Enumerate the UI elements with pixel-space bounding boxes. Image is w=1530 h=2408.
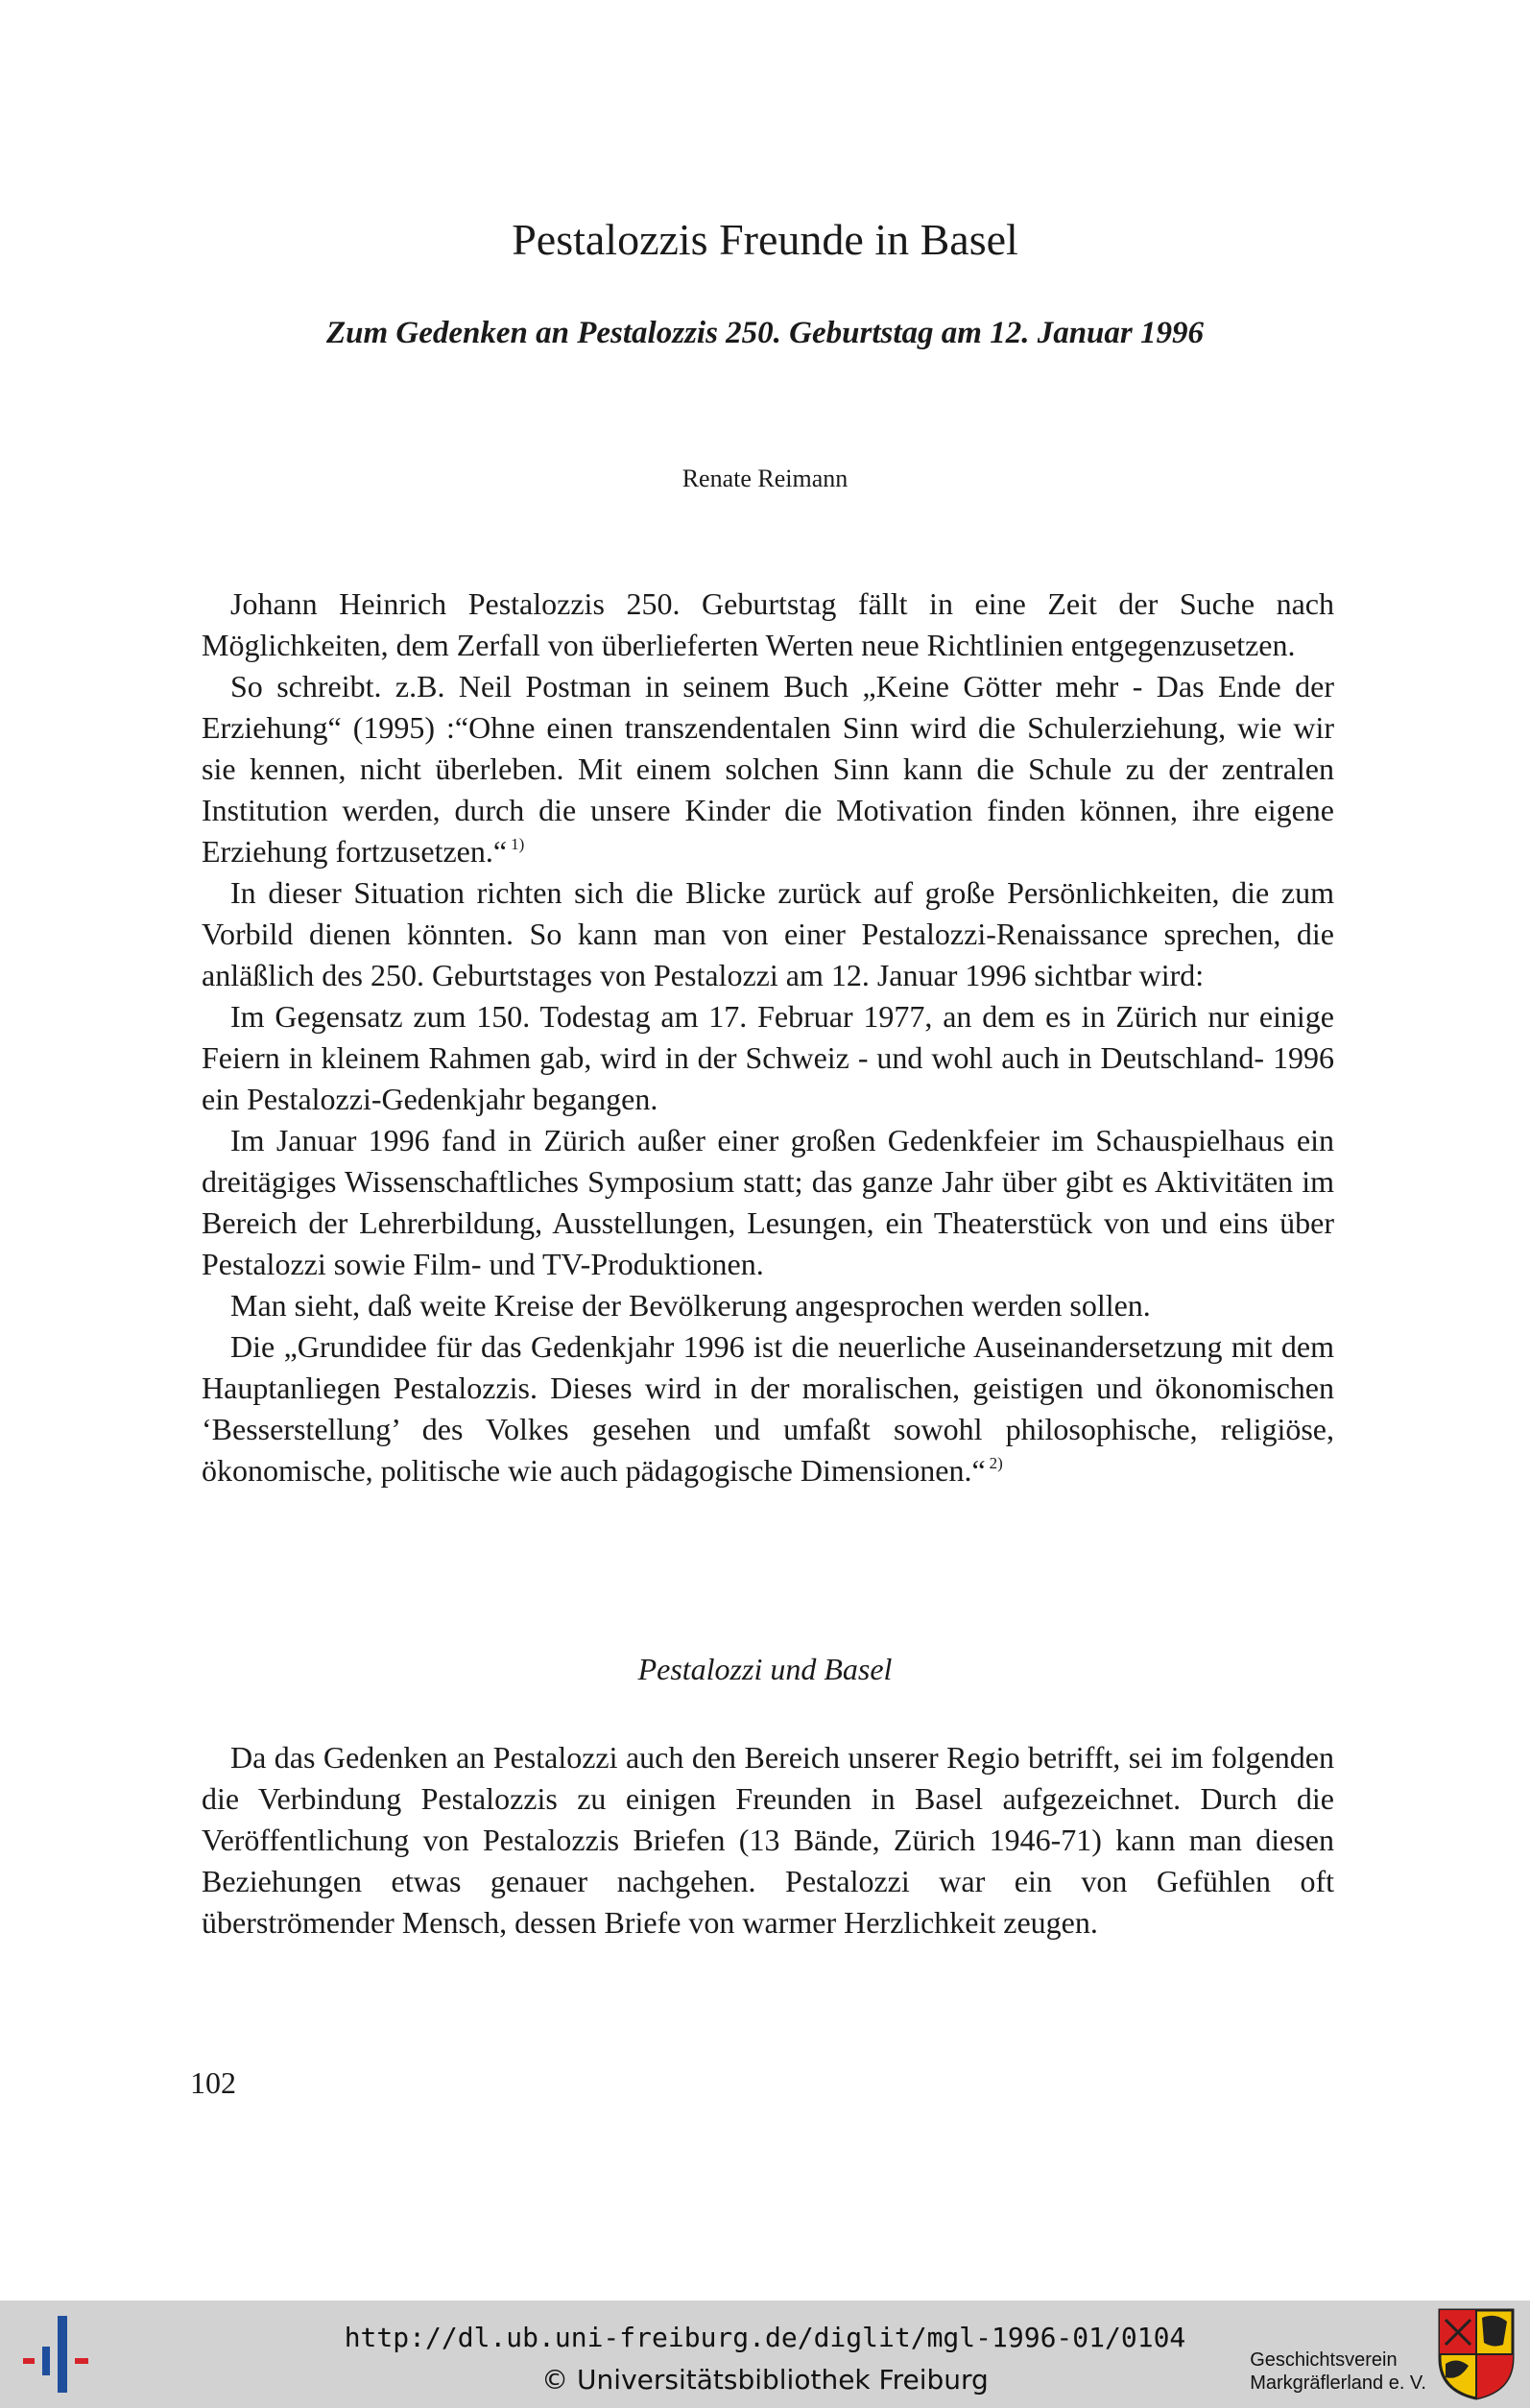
coat-of-arms-icon[interactable] [1436, 2306, 1517, 2400]
paragraph: Im Januar 1996 fand in Zürich außer einer großen Gedenkfeier im Schauspielhaus ein dreitägiges Wissenschaftliches Symposium statt; das ganze Jahr über gibt es Aktivitäten im Bereich der Lehrerbildung, Ausstellungen, Lesungen, ein Theaterstück von und eins über Pestalozzi sowie Film- und TV-Produktionen. [202, 1123, 1334, 1281]
article-title: Pestalozzis Freunde in Basel [512, 215, 1018, 264]
section-heading: Pestalozzi und Basel [637, 1652, 893, 1686]
paragraph: In dieser Situation richten sich die Blicke zurück auf große Persönlichkeiten, die zum Vorbild dienen könnten. So kann man von einer Pestalozzi-Renaissance sprechen, die anläßlich des 250. Geburtstages von Pestalozzi am 12. Januar 1996 sichtbar wird: [202, 875, 1334, 992]
section-body [202, 1737, 1334, 1943]
paragraph: Da das Gedenken an Pestalozzi auch den Bereich unserer Regio betrifft, sei im folgenden die Verbindung Pestalozzis zu einigen Freunden in Basel aufgezeichnet. Durch die Veröffentlichung von Pestalozzis Briefen (13 Bände, Zürich 1946-71) kann man diesen Beziehungen etwas genauer nachgehen. Pestalozzi war ein von Gefühlen oft überströmender Mensch, dessen Briefe von warmer Herzlichkeit zeugen. [202, 1740, 1334, 1940]
article-body [202, 584, 1334, 1491]
footnote-ref[interactable]: 2) [989, 1454, 1003, 1472]
society-line: Markgräflerland e. V. [1250, 2372, 1426, 2394]
society-name [1250, 2348, 1426, 2395]
footnote-ref[interactable]: 1) [511, 835, 525, 853]
footer-url-link[interactable]: http://dl.ub.uni-freiburg.de/diglit/mgl-1996-01/0104 [344, 2322, 1186, 2353]
footer-bar [0, 2301, 1530, 2408]
paragraph: Man sieht, daß weite Kreise der Bevölkerung angesprochen werden sollen. [230, 1288, 1151, 1323]
paragraph: Im Gegensatz zum 150. Todestag am 17. Februar 1977, an dem es in Zürich nur einige Feiern in kleinem Rahmen gab, wird in der Schweiz - und wohl auch in Deutschland- 1996 ein Pestalozzi-Gedenkjahr begangen. [202, 999, 1334, 1116]
paragraph: Johann Heinrich Pestalozzis 250. Geburtstag fällt in eine Zeit der Suche nach Möglichkeiten, dem Zerfall von überlieferten Werten neue Richtlinien entgegenzusetzen. [202, 586, 1334, 662]
paragraph: Die „Grundidee für das Gedenkjahr 1996 ist die neuerliche Auseinandersetzung mit dem Hauptanliegen Pestalozzis. Dieses wird in der moralischen, geistigen und ökonomischen ‘Besserstellung’ des Volkes gesehen und umfaßt sowohl philosophische, religiöse, ökonomische, politische wie auch pädagogische Dimensionen.“ $^{2)}$ [202, 1329, 1334, 1488]
paragraph: So schreibt. z.B. Neil Postman in seinem Buch „Keine Götter mehr - Das Ende der Erziehung“ (1995) :“Ohne einen transzendentalen Sinn wird die Schulerziehung, wie wir sie kennen, nicht überleben. Mit einem solchen Sinn kann die Schule zu der zentralen Institution werden, durch die unsere Kinder die Motivation finden können, ihre eigene Erziehung fortzusetzen.“ $^{1)}$ [202, 669, 1334, 869]
society-line: Geschichtsverein [1250, 2349, 1398, 2371]
footer-copyright: © Universitätsbibliothek Freiburg [541, 2364, 989, 2396]
page-number: 102 [190, 2065, 236, 2100]
article-subtitle: Zum Gedenken an Pestalozzis 250. Geburtstag am 12. Januar 1996 [325, 316, 1204, 350]
author-name: Renate Reimann [681, 465, 849, 492]
